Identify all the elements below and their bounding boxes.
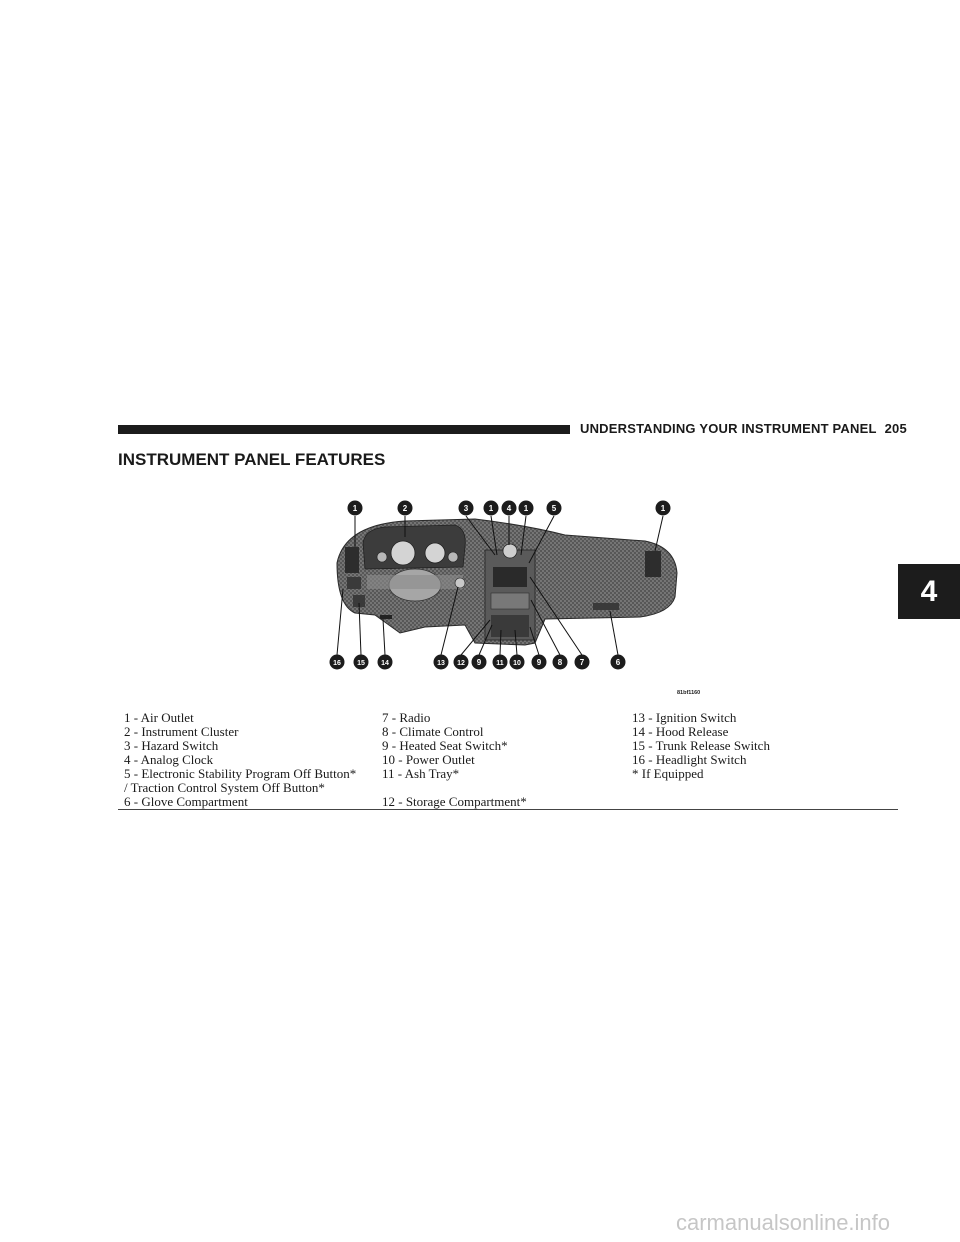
header-rule (118, 425, 570, 434)
legend-item: 4 - Analog Clock (124, 752, 214, 767)
callout-top-label: 1 (523, 503, 529, 513)
legend-item: 6 - Glove Compartment (124, 794, 248, 809)
callout-bottom-label: 16 (333, 659, 341, 667)
legend-item: 13 - Ignition Switch (632, 710, 737, 725)
legend-item: 3 - Hazard Switch (124, 738, 219, 753)
header-title: UNDERSTANDING YOUR INSTRUMENT PANEL (580, 421, 877, 436)
callout-bottom-label: 9 (536, 657, 542, 667)
legend-item: 1 - Air Outlet (124, 710, 194, 725)
section-title: INSTRUMENT PANEL FEATURES (118, 450, 386, 469)
instrument-panel-illustration (325, 495, 710, 700)
legend-item: / Traction Control System Off Button* (124, 780, 325, 795)
legend-item: 14 - Hood Release (632, 724, 729, 739)
legend-item: 10 - Power Outlet (382, 752, 475, 767)
page-number: 205 (884, 421, 907, 436)
legend-item: 5 - Electronic Stability Program Off Button* (124, 766, 357, 781)
dashboard-drawing (337, 519, 677, 645)
callout-top-label: 5 (551, 503, 557, 513)
legend-item: 7 - Radio (382, 710, 431, 725)
legend-column-3 (632, 711, 770, 781)
legend-column-1 (124, 711, 356, 809)
callout-top-label: 4 (506, 503, 512, 513)
legend-item: 11 - Ash Tray* (382, 766, 460, 781)
legend-item: 12 - Storage Compartment* (382, 794, 527, 809)
watermark: carmanualsonline.info (676, 1210, 891, 1235)
legend-item: 2 - Instrument Cluster (124, 724, 239, 739)
callout-bottom-label: 12 (457, 659, 465, 667)
callout-top-label: 1 (488, 503, 494, 513)
callouts-bottom (330, 655, 626, 670)
callout-top-label: 2 (402, 503, 408, 513)
callout-top-label: 1 (660, 503, 666, 513)
legend-column-2 (382, 711, 527, 809)
callout-bottom-label: 13 (437, 659, 445, 667)
callout-top-label: 3 (463, 503, 469, 513)
callout-bottom-label: 7 (579, 657, 585, 667)
legend-item: * If Equipped (632, 766, 704, 781)
legend-item: 15 - Trunk Release Switch (632, 738, 770, 753)
callout-bottom-label: 9 (476, 657, 482, 667)
running-header (580, 421, 907, 436)
callout-bottom-label: 14 (381, 659, 389, 667)
figure-code: 81bf1160 (677, 690, 701, 696)
legend-spacer (382, 781, 527, 795)
callout-bottom-label: 6 (615, 657, 621, 667)
callout-top-label: 1 (352, 503, 358, 513)
callouts-top (348, 501, 671, 516)
chapter-tab: 4 (898, 564, 960, 619)
callout-bottom-label: 11 (496, 659, 504, 667)
legend-item: 9 - Heated Seat Switch* (382, 738, 508, 753)
callout-bottom-label: 8 (557, 657, 563, 667)
legend-item: 8 - Climate Control (382, 724, 484, 739)
legend-item: 16 - Headlight Switch (632, 752, 747, 767)
callout-bottom-label: 10 (513, 659, 521, 667)
callout-bottom-label: 15 (357, 659, 365, 667)
legend-table (118, 711, 898, 810)
